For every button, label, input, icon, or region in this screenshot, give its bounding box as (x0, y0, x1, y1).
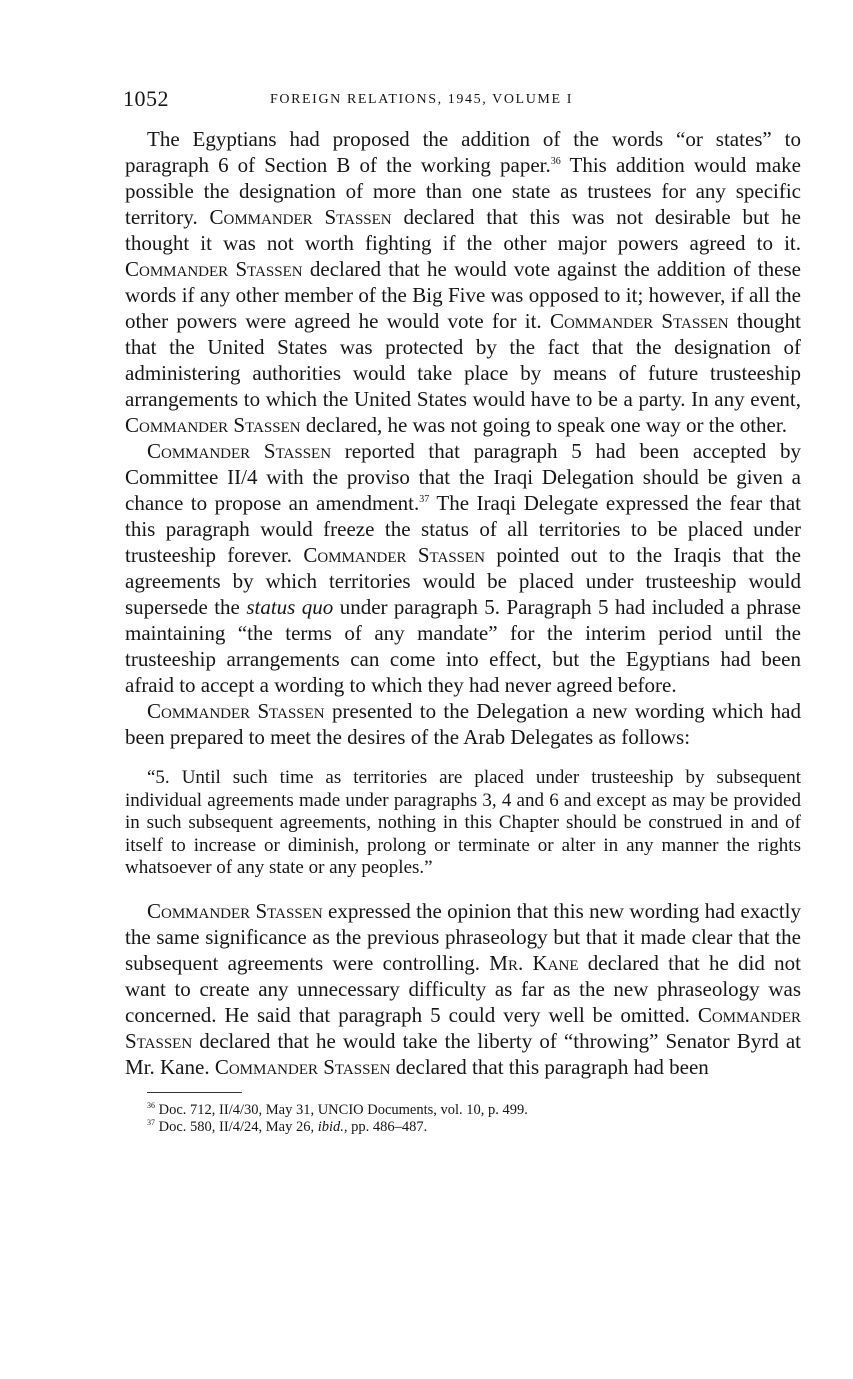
page-number: 1052 (123, 86, 169, 111)
speaker-name: Commander Stassen (147, 699, 325, 723)
running-title: FOREIGN RELATIONS, 1945, VOLUME I (270, 92, 573, 107)
speaker-name: Commander Stassen (209, 205, 392, 229)
document-page (125, 86, 801, 1137)
paragraph-2 (125, 438, 801, 698)
footnote-ref-37[interactable]: 37 (419, 494, 430, 505)
text-run: declared that this was not desirable but he thought it was not worth fighting if the other major powers agreed to it. (125, 205, 801, 255)
footnote-ref-36[interactable]: 36 (550, 156, 561, 167)
text-run: The Egyptians had proposed the addition of the words “or states” to paragraph 6 of Section B of the working paper. (125, 127, 801, 177)
text-run: thought that the United States was protected by the fact that the designation of administering authorities would take place by means of future trusteeship arrangements to which the United States would have to be a party. In any event, (125, 309, 801, 411)
text-run: declared that he would take the liberty of “throwing” Senator Byrd at Mr. Kane. (125, 1028, 801, 1079)
text-run: declared that this paragraph had been (390, 1054, 709, 1079)
speaker-name: Commander Stassen (303, 543, 485, 567)
speaker-name: Commander Stassen (125, 413, 301, 437)
paragraph-4 (125, 898, 801, 1080)
footnote-divider (147, 1092, 242, 1093)
text-run: presented to the Delegation a new wording which had been prepared to meet the desires of the Arab Delegates as follows: (125, 699, 801, 749)
speaker-name: Commander Stassen (125, 1002, 801, 1053)
speaker-name: Mr. Kane (489, 950, 579, 975)
italic-phrase: status quo (246, 595, 334, 619)
text-run: This addition would make possible the designation of more than one state as trustees for any specific territory. (125, 153, 801, 229)
text-run: expressed the opinion that this new wording had exactly the same significance as the previous phraseology but that it made clear that the subsequent agreements were controlling. (125, 898, 801, 975)
paragraph-3 (125, 698, 801, 750)
speaker-name: Commander Stassen (147, 439, 332, 463)
speaker-name: Commander Stassen (549, 309, 729, 333)
text-run: declared, he was not going to speak one way or the other. (300, 413, 787, 437)
footnote-text: Doc. 712, II/4/30, May 31, UNCIO Documents, vol. 10, p. 499. (155, 1101, 528, 1118)
paragraph-1 (125, 126, 801, 438)
footnote-mark: 37 (147, 1118, 155, 1127)
speaker-name: Commander Stassen (125, 257, 303, 281)
text-run: pointed out to the Iraqis that the agreements by which territories would be placed under trusteeship would supersede the (125, 543, 801, 619)
text-run: declared that he would vote against the addition of these words if any other member of the Big Five was opposed to it; however, if all the other powers were agreed he would vote for it. (125, 257, 801, 333)
running-head (125, 86, 801, 116)
footnote-ibid: ibid. (317, 1119, 344, 1135)
footnote-mark: 36 (147, 1100, 155, 1110)
speaker-name: Commander Stassen (214, 1054, 391, 1079)
block-quote: “5. Until such time as territories are placed under trusteeship by subsequent individual agreements made under paragraphs 3, 4 and 6 and except as may be provided in such subsequent agreements, nothing in this Chapter should be construed in and of itself to increase or diminish, prolong or terminate or alter in any manner the rights whatsoever of any state or any peoples.” (125, 767, 801, 878)
text-run: The Iraqi Delegate expressed the fear that this paragraph would freeze the status of all territories to be placed under trusteeship forever. (125, 491, 801, 567)
speaker-name: Commander Stassen (147, 898, 323, 923)
text-run: under paragraph 5. Paragraph 5 had included a phrase maintaining “the terms of any mandate” for the interim period until the trusteeship arrangements can come into effect, but the Egyptians had been afraid to accept a wording to which they had never agreed before. (125, 595, 801, 697)
footnote-36 (147, 1102, 801, 1120)
text-run: declared that he did not want to create any unnecessary difficulty as far as the new phraseology was concerned. He said that paragraph 5 could very well be omitted. (125, 950, 802, 1027)
footnotes (147, 1102, 801, 1137)
footnote-text: , pp. 486–487. (343, 1119, 428, 1135)
text-run: reported that paragraph 5 had been accepted by Committee II/4 with the proviso that the Iraqi Delegation should be given a chance to propose an amendment. (125, 439, 801, 515)
footnote-37 (147, 1119, 801, 1137)
footnote-text: Doc. 580, II/4/24, May 26, (155, 1119, 318, 1135)
